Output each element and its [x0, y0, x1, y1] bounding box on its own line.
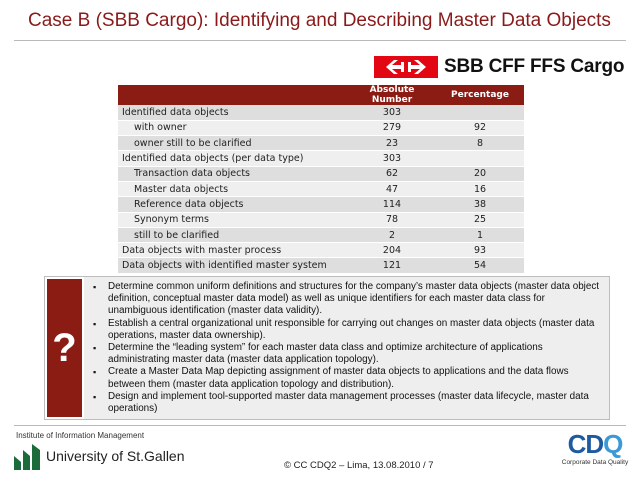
row-absolute: 303	[348, 151, 436, 166]
row-percentage: 16	[436, 181, 524, 196]
cdq-letter-d: D	[585, 429, 604, 459]
row-label: Synonym terms	[118, 212, 348, 227]
row-percentage	[436, 105, 524, 120]
row-label: Data objects with identified master system	[118, 258, 348, 273]
table-header-absolute: Absolute Number	[348, 85, 436, 105]
list-item: ▪ Determine the “leading system” for each master data class and optimize architecture of applications administrating master data (master data application topology).	[90, 342, 601, 366]
title-divider	[14, 40, 626, 41]
row-percentage	[436, 151, 524, 166]
row-percentage: 92	[436, 120, 524, 135]
row-label: with owner	[118, 120, 348, 135]
cdq-letter-q: Q	[603, 429, 623, 459]
data-objects-table	[118, 85, 524, 274]
row-percentage: 38	[436, 197, 524, 212]
table-row	[118, 197, 524, 212]
sbb-cargo-logo	[374, 55, 630, 79]
sbb-arrows-icon	[374, 56, 438, 78]
sbb-logo-text: SBB CFF FFS Cargo	[444, 56, 625, 77]
list-item: ▪ Determine common uniform definitions and structures for the company’s master data objects (master data object definition, conceptual master data model) as well as unique identifiers for each master data class for unambiguous identification (master data validity).	[90, 281, 601, 318]
row-absolute: 62	[348, 166, 436, 181]
list-item: ▪ Establish a central organizational unit responsible for carrying out changes on master data objects (master data operations, master data ownership).	[90, 318, 601, 342]
university-name: University of St.Gallen	[46, 448, 185, 464]
table-header-empty	[118, 85, 348, 105]
recommendation-list	[84, 277, 609, 419]
row-label: Identified data objects (per data type)	[118, 151, 348, 166]
row-absolute: 23	[348, 136, 436, 151]
list-item: ▪ Design and implement tool-supported master data management processes (master data lifecycle, master data operations)	[90, 391, 601, 415]
row-percentage: 54	[436, 258, 524, 273]
row-absolute: 121	[348, 258, 436, 273]
row-label: still to be clarified	[118, 227, 348, 242]
table-row	[118, 258, 524, 273]
row-percentage: 20	[436, 166, 524, 181]
table-row	[118, 120, 524, 135]
cdq-logo-text	[560, 430, 630, 458]
table-row	[118, 212, 524, 227]
copyright-text: © CC CDQ2 – Lima, 13.08.2010 / 7	[284, 460, 434, 471]
university-logo	[14, 442, 185, 470]
row-label: owner still to be clarified	[118, 136, 348, 151]
row-absolute: 303	[348, 105, 436, 120]
row-percentage: 1	[436, 227, 524, 242]
question-mark-icon: ?	[45, 277, 84, 419]
question-box	[44, 276, 610, 420]
row-percentage: 8	[436, 136, 524, 151]
row-absolute: 114	[348, 197, 436, 212]
institute-name: Institute of Information Management	[16, 431, 145, 440]
row-absolute: 47	[348, 181, 436, 196]
cdq-logo	[560, 430, 630, 466]
row-absolute: 2	[348, 227, 436, 242]
row-absolute: 204	[348, 243, 436, 258]
table-row	[118, 166, 524, 181]
list-item: ▪ Create a Master Data Map depicting assignment of master data objects to applications and the data flows between them (master data application topology and distribution).	[90, 366, 601, 390]
footer-divider	[14, 425, 626, 426]
row-absolute: 279	[348, 120, 436, 135]
row-label: Master data objects	[118, 181, 348, 196]
slide-title: Case B (SBB Cargo): Identifying and Describing Master Data Objects	[28, 10, 611, 31]
table-row	[118, 181, 524, 196]
row-label: Transaction data objects	[118, 166, 348, 181]
row-absolute: 78	[348, 212, 436, 227]
table-header-percentage: Percentage	[436, 85, 524, 105]
row-label: Reference data objects	[118, 197, 348, 212]
hsg-emblem-icon	[14, 442, 40, 470]
table-row	[118, 227, 524, 242]
cdq-subtitle: Corporate Data Quality	[561, 459, 629, 466]
row-percentage: 25	[436, 212, 524, 227]
row-label: Data objects with master process	[118, 243, 348, 258]
cdq-letter-c: C	[567, 429, 586, 459]
table-row	[118, 136, 524, 151]
table-header-row	[118, 85, 524, 105]
row-label: Identified data objects	[118, 105, 348, 120]
table-row	[118, 243, 524, 258]
table-row	[118, 105, 524, 120]
row-percentage: 93	[436, 243, 524, 258]
table-row	[118, 151, 524, 166]
